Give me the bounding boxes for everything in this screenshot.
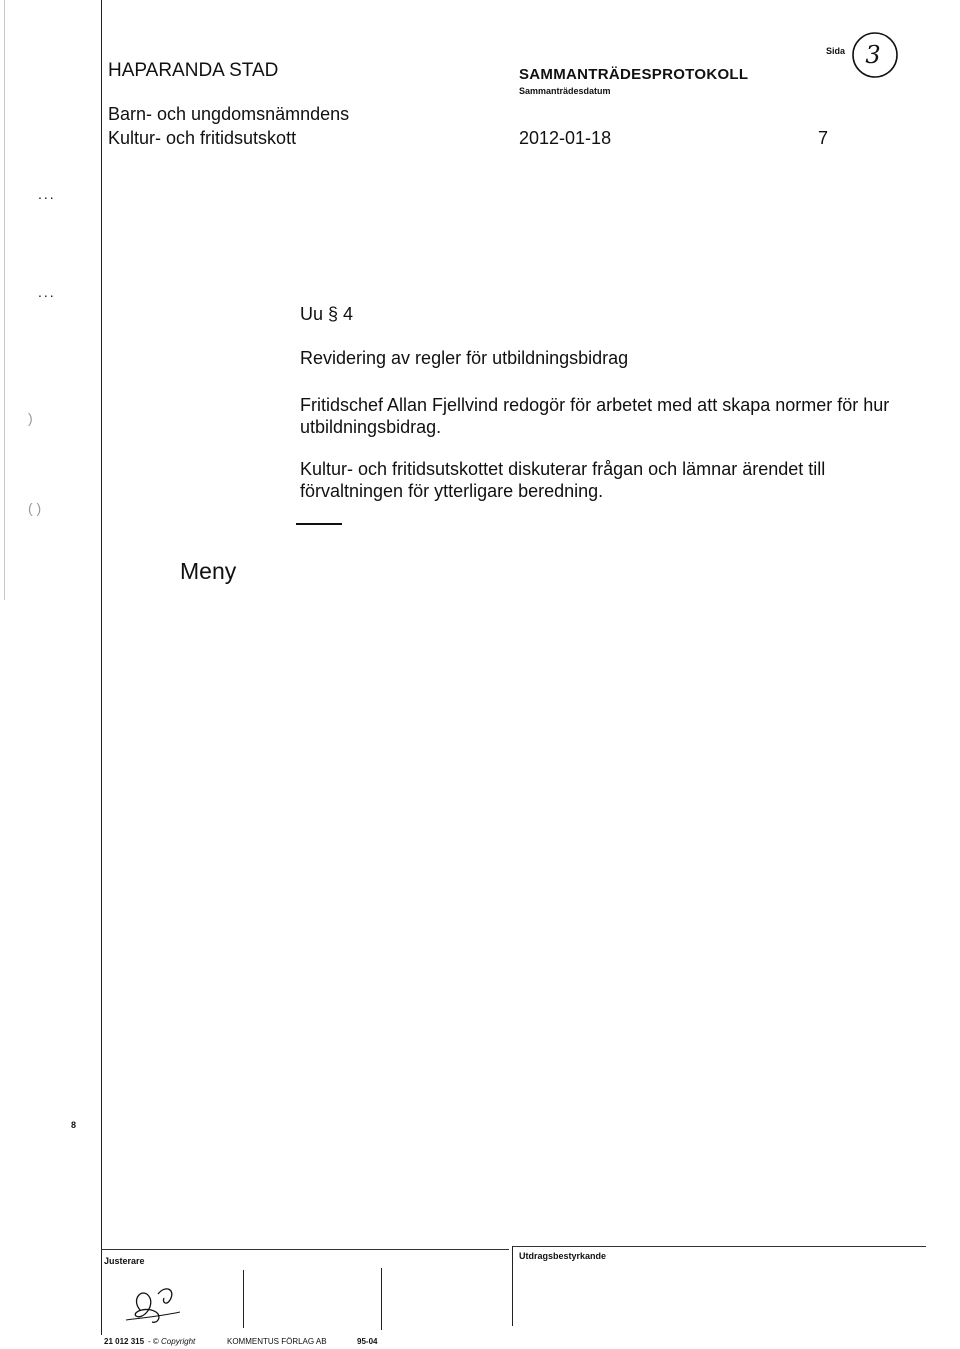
page-label: Sida: [826, 46, 846, 56]
extract-certification-label: Utdragsbestyrkande: [519, 1251, 607, 1261]
signature-initials: [122, 1280, 182, 1330]
subcommittee-name: Kultur- och fritidsutskott: [108, 128, 297, 148]
scan-artifact: ): [28, 410, 33, 426]
page-stamp-number: 3: [865, 41, 881, 69]
document-type: SAMMANTRÄDESPROTOKOLL: [519, 66, 749, 83]
page-stamp-circle-icon: [850, 30, 900, 80]
section-title: Revidering av regler för utbildningsbidrag: [300, 348, 629, 368]
copyright-word: Copyright: [161, 1337, 196, 1346]
menu-link[interactable]: Meny: [180, 558, 237, 584]
organization-name: HAPARANDA STAD: [108, 60, 279, 81]
footer-rule: [512, 1246, 926, 1247]
section-end-rule: [296, 523, 342, 525]
scan-artifact: ( ): [28, 500, 42, 516]
form-version: 95-04: [357, 1337, 378, 1346]
scan-edge: [4, 0, 5, 600]
margin-dots: ...: [38, 284, 56, 300]
date-label: Sammanträdesdatum: [519, 86, 611, 96]
form-code: 21 012 315: [104, 1337, 145, 1346]
adjusters-label: Justerare: [104, 1256, 145, 1266]
footer-rule: [101, 1249, 509, 1250]
copyright-prefix: - ©: [148, 1337, 159, 1346]
section-paragraph: Fritidschef Allan Fjellvind redogör för arbetet med att skapa normer för hur utbildningsbidrag.: [300, 395, 890, 437]
signature-box-rule: [243, 1270, 244, 1328]
section-paragraph: Kultur- och fritidsutskottet diskuterar frågan och lämnar ärendet till förvaltningen för ytterligare beredning.: [300, 459, 826, 501]
left-margin-rule: [101, 0, 102, 1335]
margin-dots: ...: [38, 186, 56, 202]
footer-divider: [512, 1246, 513, 1326]
section-number: Uu § 4: [300, 304, 354, 324]
page-number: 7: [818, 128, 829, 148]
committee-name: Barn- och ungdomsnämndens: [108, 104, 350, 124]
margin-mark: 8: [71, 1120, 77, 1130]
meeting-date: 2012-01-18: [519, 128, 612, 148]
signature-box-rule: [381, 1268, 382, 1330]
copyright-notice: [148, 1337, 195, 1346]
publisher-name: KOMMENTUS FÖRLAG AB: [227, 1337, 327, 1346]
